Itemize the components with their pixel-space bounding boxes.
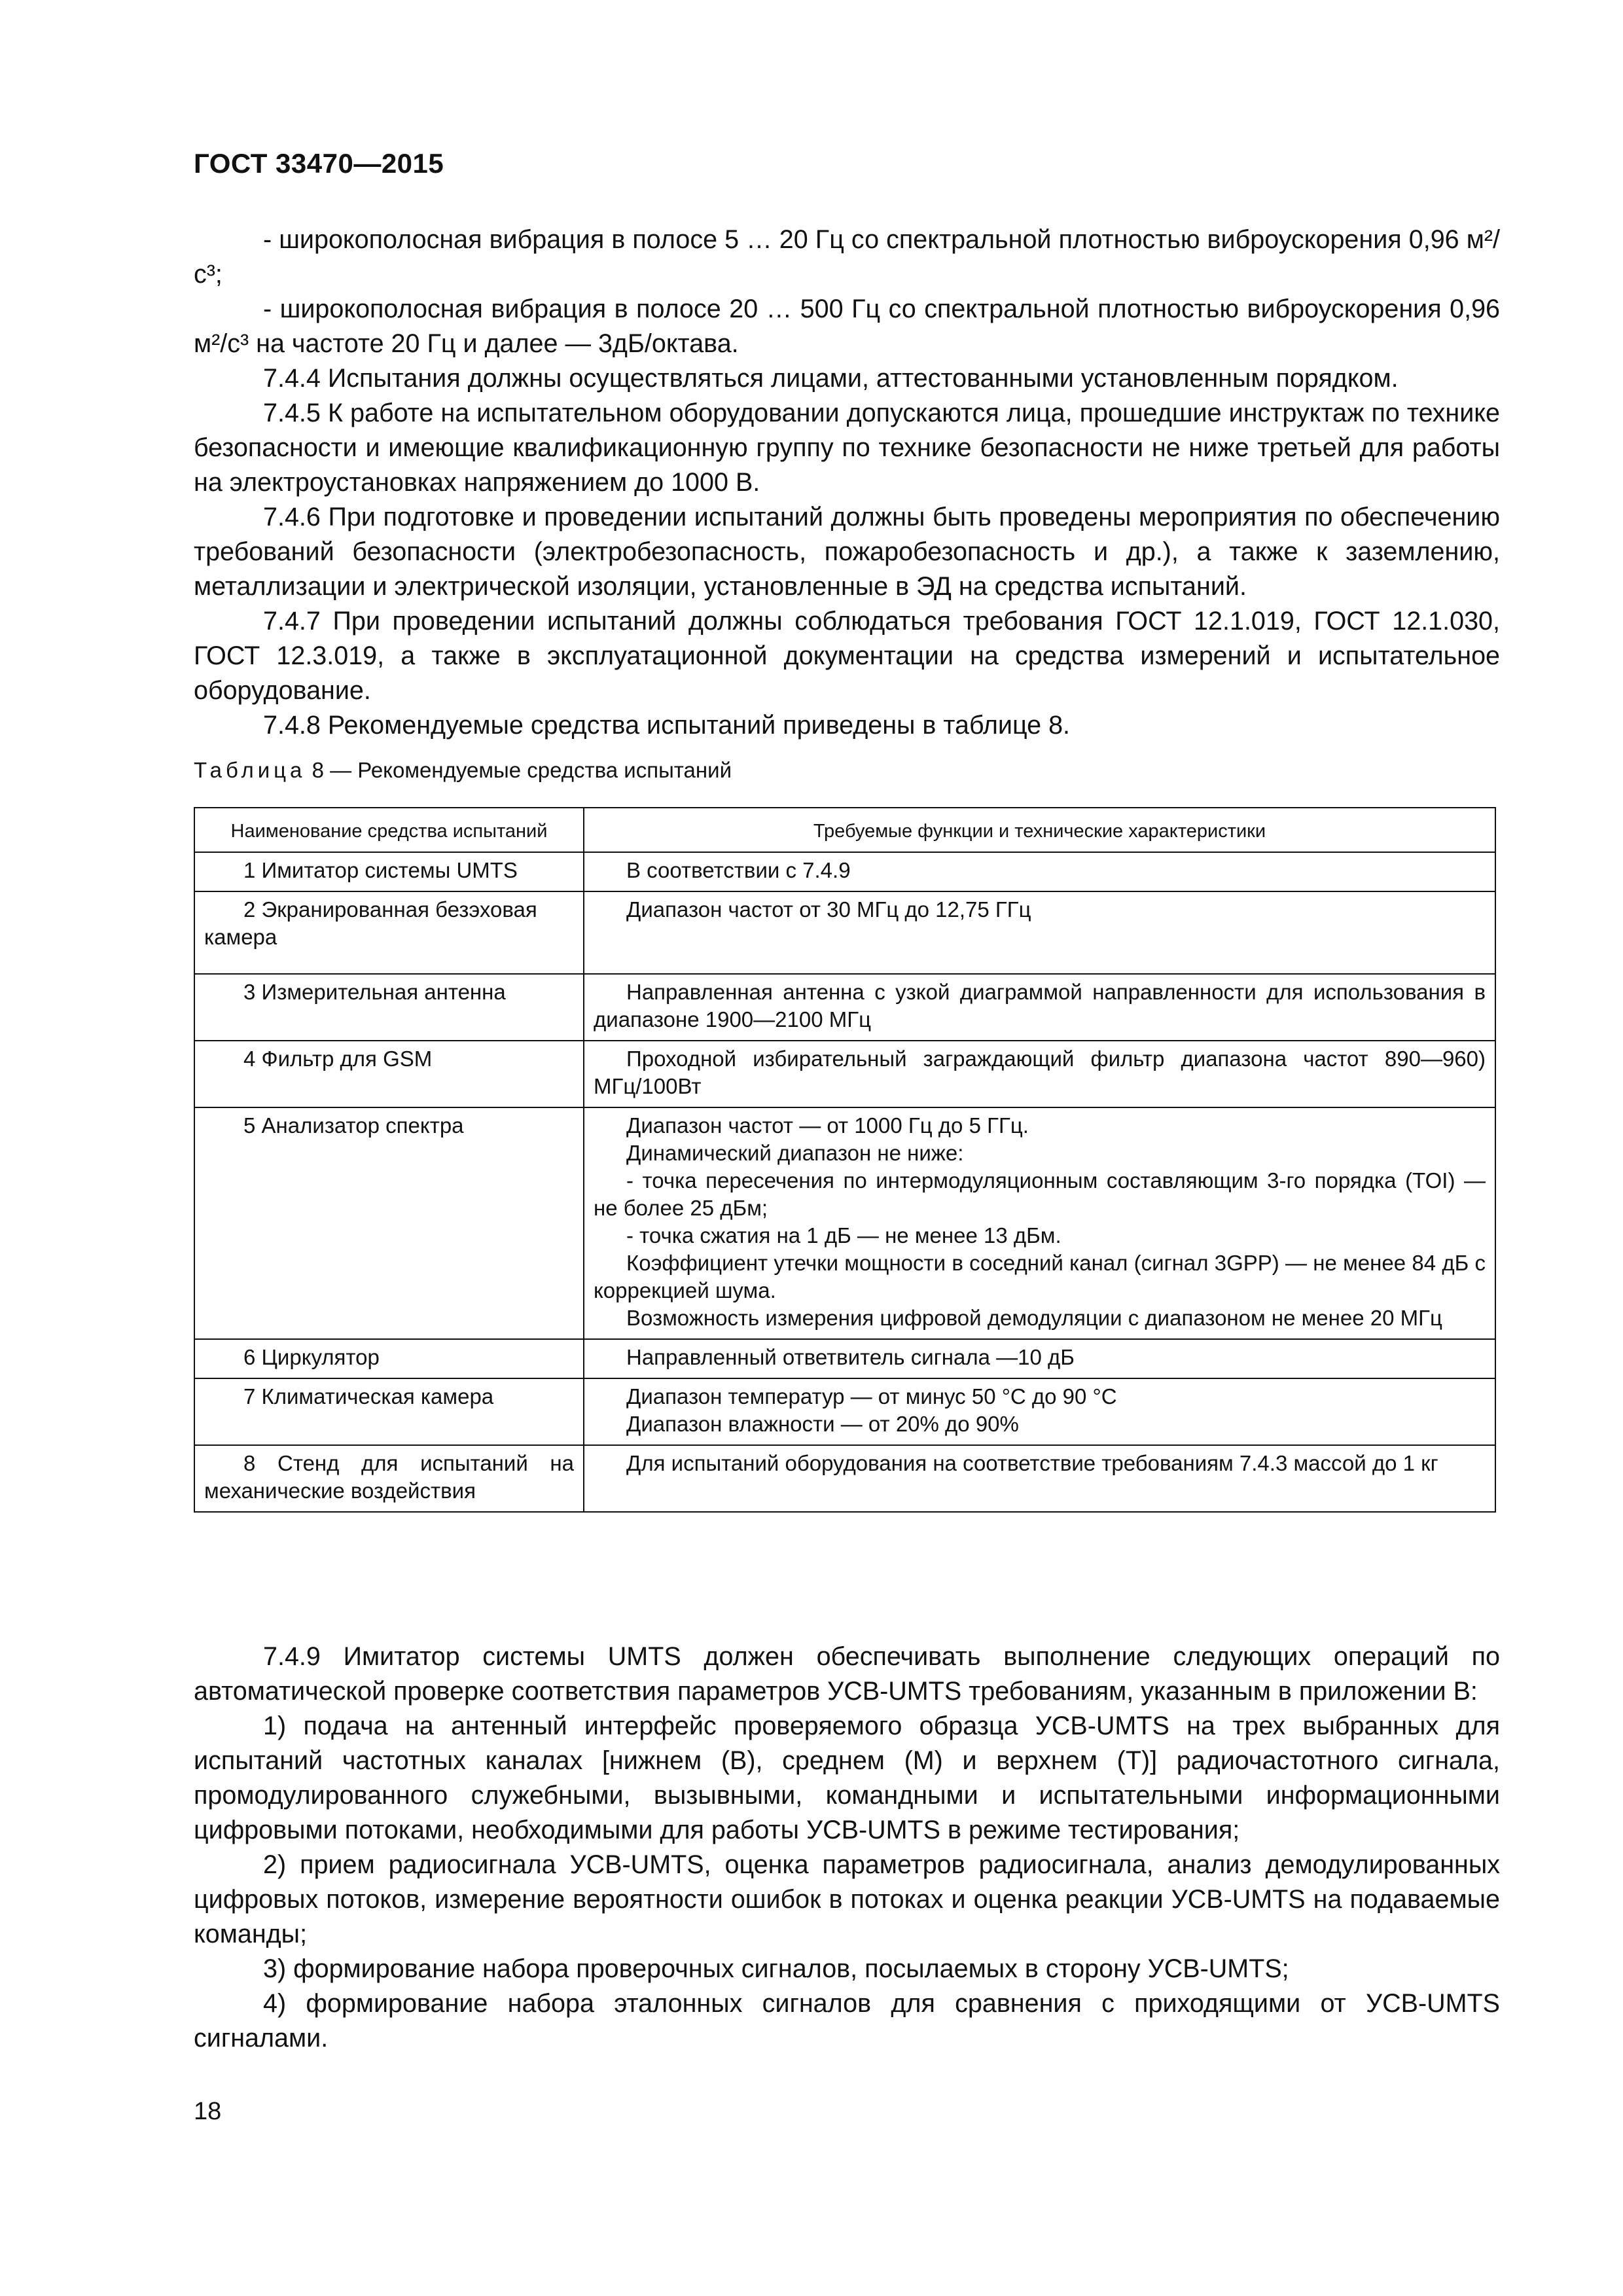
list-item: 4) формирование набора эталонных сигналов для сравнения с приходящими от УСВ-UMTS сигналами. [194,1989,1500,2053]
table-row [194,1339,1495,1378]
table-cell-name: 6 Циркулятор [194,1339,584,1378]
list-item: 2) прием радиосигнала УСВ-UMTS, оценка параметров радиосигнала, анализ демодулированных цифровых потоков, измерение вероятности ошибок в потоках и оценка реакции УСВ-UMTS на подаваемые команды; [194,1850,1500,1948]
paragraph-7-4-7: 7.4.7 При проведении испытаний должны соблюдаться требования ГОСТ 12.1.019, ГОСТ 12.1.030, ГОСТ 12.3.019, а также в эксплуатационной документации на средства измерений и испытательное оборудование. [194,607,1500,705]
paragraph-7-4-5: 7.4.5 К работе на испытательном оборудовании допускаются лица, прошедшие инструктаж по технике безопасности и имеющие квалификационную группу по технике безопасности не ниже третьей для работы на электроустановках напряжением до 1000 В. [194,399,1500,497]
body-text-top [194,223,1500,743]
table-cell-functions [584,1041,1495,1107]
table-cell-line: Возможность измерения цифровой демодуляции с диапазоном не менее 20 МГц [626,1306,1442,1330]
table-cell-name: 5 Анализатор спектра [194,1107,584,1339]
paragraph-7-4-8: 7.4.8 Рекомендуемые средства испытаний приведены в таблице 8. [263,711,1071,740]
table-cell-functions [584,974,1495,1041]
table-row [194,1445,1495,1512]
table-cell-functions [584,852,1495,891]
table-cell-functions [584,1378,1495,1445]
paragraph-vibration-1: - широкополосная вибрация в полосе 5 … 20 Гц со спектральной плотностью виброускорения 0,96 м²/с³; [194,225,1500,289]
list-item: 3) формирование набора проверочных сигналов, посылаемых в сторону УСВ-UMTS; [263,1954,1289,1983]
table-cell-line: Направленный ответвитель сигнала —10 дБ [626,1345,1075,1369]
table-cell-name: 8 Стенд для испытаний на механические воздействия [194,1445,584,1512]
table-cell-line: Направленная антенна с узкой диаграммой направленности для использования в диапазоне 1900—2100 МГц [594,980,1486,1031]
body-text-bottom [194,1640,1500,2056]
test-equipment-table [194,807,1496,1513]
table-row [194,1107,1495,1339]
table-cell-line: Диапазон температур — от минус 50 °С до 90 °С [626,1384,1117,1408]
table-cell-line: - точка сжатия на 1 дБ — не менее 13 дБм. [626,1223,1061,1247]
table-header-row [194,808,1495,852]
table-cell-line: Проходной избирательный заграждающий фильтр диапазона частот 890—960) МГц/100Вт [594,1047,1486,1098]
table-cell-functions [584,1339,1495,1378]
table-row [194,974,1495,1041]
table-caption [194,758,732,783]
table-cell-line: Динамический диапазон не ниже: [626,1141,964,1165]
table-cell-name: 3 Измерительная антенна [194,974,584,1041]
table-row [194,1378,1495,1445]
table-cell-line: Диапазон частот от 30 МГц до 12,75 ГГц [626,897,1031,922]
table-cell-functions [584,1107,1495,1339]
table-cell-line: Для испытаний оборудования на соответствие требованиям 7.4.3 массой до 1 кг [626,1451,1438,1475]
table-cell-line: Диапазон частот — от 1000 Гц до 5 ГГц. [626,1113,1029,1138]
paragraph-7-4-6: 7.4.6 При подготовке и проведении испытаний должны быть проведены мероприятия по обеспечению требований безопасности (электробезопасность, пожаробезопасность и др.), а также к заземлению, металлизации и электрической изоляции, установленные в ЭД на средства испытаний. [194,503,1500,601]
table-header-name: Наименование средства испытаний [194,808,584,852]
table-cell-name: 2 Экранированная безэховая камера [194,891,584,974]
paragraph-7-4-9: 7.4.9 Имитатор системы UMTS должен обеспечивать выполнение следующих операций по автоматической проверке соответствия параметров УСВ-UMTS требованиям, указанным в приложении В: [194,1642,1500,1706]
table-cell-name: 4 Фильтр для GSM [194,1041,584,1107]
table-row [194,891,1495,974]
table-cell-name: 1 Имитатор системы UMTS [194,852,584,891]
list-item: 1) подача на антенный интерфейс проверяемого образца УСВ-UMTS на трех выбранных для испытаний частотных каналах [нижнем (В), среднем (М) и верхнем (Т)] радиочастотного сигнала, промодулированного служебными, вызывными, командными и испытательными информационными цифровыми потоками, необходимыми для работы УСВ-UMTS в режиме тестирования; [194,1712,1500,1844]
table-cell-functions [584,1445,1495,1512]
table-caption-text: 8 — Рекомендуемые средства испытаний [312,758,732,782]
table-cell-line: Диапазон влажности — от 20% до 90% [626,1412,1019,1436]
table-cell-line: Коэффициент утечки мощности в соседний канал (сигнал 3GPP) — не менее 84 дБ с коррекцией шума. [594,1251,1486,1302]
standard-code-header: ГОСТ 33470—2015 [194,148,444,179]
table-caption-label: Таблица [194,758,306,782]
table-cell-name: 7 Климатическая камера [194,1378,584,1445]
table-row [194,852,1495,891]
table-cell-line: - точка пересечения по интермодуляционным составляющим 3-го порядка (TOI) — не более 25 дБм; [594,1168,1486,1220]
paragraph-vibration-2: - широкополосная вибрация в полосе 20 … 500 Гц со спектральной плотностью виброускорения 0,96 м²/с³ на частоте 20 Гц и далее — 3дБ/октава. [194,295,1500,358]
table-header-functions: Требуемые функции и технические характеристики [584,808,1495,852]
page-number: 18 [194,2098,222,2125]
paragraph-7-4-4: 7.4.4 Испытания должны осуществляться лицами, аттестованными установленным порядком. [263,364,1399,393]
table-cell-line: В соответствии с 7.4.9 [626,858,851,882]
table-row [194,1041,1495,1107]
table-cell-functions [584,891,1495,974]
